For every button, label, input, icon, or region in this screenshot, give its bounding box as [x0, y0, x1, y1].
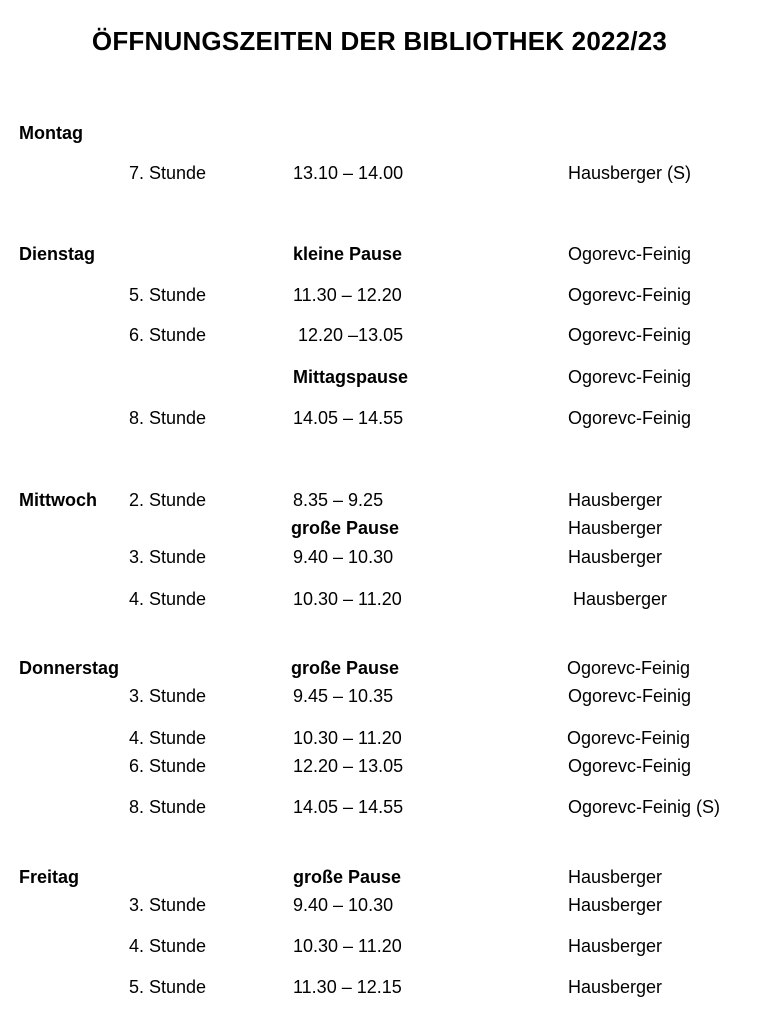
period-cell: 4. Stunde	[129, 728, 207, 748]
time-cell: 10.30 – 11.20	[293, 728, 402, 748]
day-label: Donnerstag	[19, 658, 120, 678]
schedule-row	[0, 756, 759, 780]
time-cell: 11.30 – 12.20	[293, 285, 402, 305]
staff-cell: Hausberger	[568, 977, 663, 997]
time-cell: 12.20 – 13.05	[293, 756, 404, 776]
staff-cell: Ogorevc-Feinig	[568, 285, 692, 305]
staff-cell: Ogorevc-Feinig	[568, 408, 692, 428]
time-cell: 8.35 – 9.25	[293, 490, 384, 510]
staff-cell: Hausberger	[568, 895, 663, 915]
time-cell: 9.45 – 10.35	[293, 686, 394, 706]
schedule-row	[0, 936, 759, 960]
time-cell: 9.40 – 10.30	[293, 895, 394, 915]
period-cell: 3. Stunde	[129, 686, 207, 706]
schedule-row	[0, 408, 759, 432]
period-cell: 2. Stunde	[129, 490, 207, 510]
time-cell: 14.05 – 14.55	[293, 408, 404, 428]
staff-cell: Ogorevc-Feinig	[568, 244, 692, 264]
staff-cell: Hausberger	[568, 867, 663, 887]
staff-cell: Ogorevc-Feinig (S)	[568, 797, 721, 817]
staff-cell: Ogorevc-Feinig	[568, 325, 692, 345]
staff-cell: Ogorevc-Feinig	[567, 728, 691, 748]
staff-cell: Hausberger	[568, 490, 663, 510]
staff-cell: Hausberger	[568, 518, 663, 538]
schedule-row	[0, 490, 759, 514]
schedule-row	[0, 797, 759, 821]
schedule-row	[0, 325, 759, 349]
break-label: große Pause	[291, 518, 400, 538]
period-cell: 8. Stunde	[129, 408, 207, 428]
schedule-row	[0, 977, 759, 1001]
time-cell: 9.40 – 10.30	[293, 547, 394, 567]
day-label: Mittwoch	[19, 490, 97, 510]
staff-cell: Hausberger	[568, 936, 663, 956]
staff-cell: Ogorevc-Feinig	[568, 367, 692, 387]
staff-cell: Hausberger	[568, 547, 663, 567]
schedule-row	[0, 285, 759, 309]
period-cell: 4. Stunde	[129, 589, 207, 609]
schedule-row	[0, 658, 759, 682]
schedule-row	[0, 123, 759, 147]
time-cell: 10.30 – 11.20	[293, 589, 402, 609]
period-cell: 5. Stunde	[129, 285, 207, 305]
staff-cell: Ogorevc-Feinig	[568, 686, 692, 706]
time-cell: 11.30 – 12.15	[293, 977, 402, 997]
schedule-row	[0, 163, 759, 187]
period-cell: 6. Stunde	[129, 325, 207, 345]
page-title: ÖFFNUNGSZEITEN DER BIBLIOTHEK 2022/23	[91, 26, 668, 56]
period-cell: 8. Stunde	[129, 797, 207, 817]
break-label: kleine Pause	[293, 244, 403, 264]
time-cell: 14.05 – 14.55	[293, 797, 404, 817]
staff-cell: Ogorevc-Feinig	[567, 658, 691, 678]
schedule-row	[0, 518, 759, 542]
day-label: Dienstag	[19, 244, 96, 264]
schedule-row	[0, 367, 759, 391]
schedule-row	[0, 244, 759, 268]
staff-cell: Ogorevc-Feinig	[568, 756, 692, 776]
staff-cell: Hausberger (S)	[568, 163, 692, 183]
period-cell: 5. Stunde	[129, 977, 207, 997]
schedule-row	[0, 589, 759, 613]
schedule-row	[0, 867, 759, 891]
staff-cell: Hausberger	[568, 589, 668, 609]
schedule-row	[0, 547, 759, 571]
period-cell: 4. Stunde	[129, 936, 207, 956]
period-cell: 3. Stunde	[129, 547, 207, 567]
break-label: große Pause	[291, 658, 400, 678]
time-cell: 13.10 – 14.00	[293, 163, 404, 183]
break-label: Mittagspause	[293, 367, 409, 387]
period-cell: 3. Stunde	[129, 895, 207, 915]
schedule-row	[0, 728, 759, 752]
day-label: Freitag	[19, 867, 80, 887]
schedule-row	[0, 686, 759, 710]
time-cell: 10.30 – 11.20	[293, 936, 402, 956]
period-cell: 6. Stunde	[129, 756, 207, 776]
time-cell: 12.20 –13.05	[293, 325, 404, 345]
schedule-row	[0, 895, 759, 919]
break-label: große Pause	[293, 867, 402, 887]
period-cell: 7. Stunde	[129, 163, 207, 183]
day-label: Montag	[19, 123, 83, 143]
